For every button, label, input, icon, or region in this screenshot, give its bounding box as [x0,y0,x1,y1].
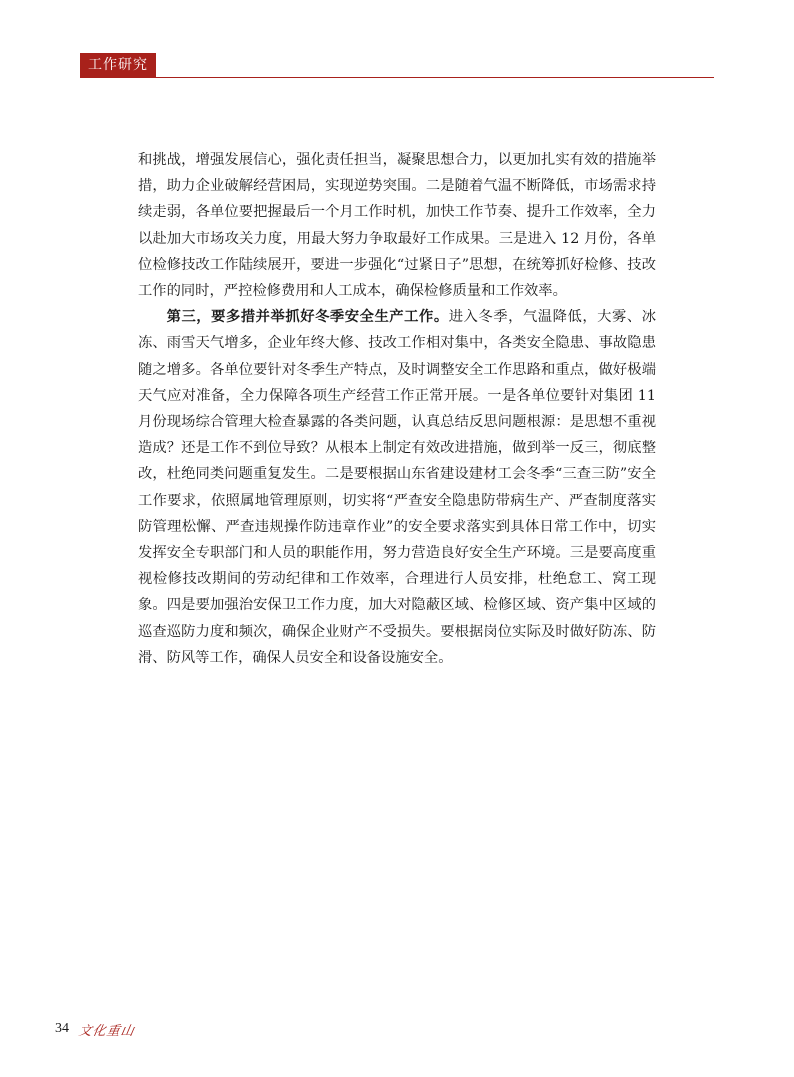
paragraph-2-body: 进入冬季，气温降低，大雾、冰冻、雨雪天气增多，企业年终大修、技改工作相对集中，各类安全隐患、事故隐患随之增多。各单位要针对冬季生产特点，及时调整安全工作思路和重点，做好极端天气应对准备，全力保障各项生产经营工作正常开展。一是各单位要针对集团 11 月份现场综合管理大检查暴露的各类问题，认真总结反思问题根源：是思想不重视造成？还是工作不到位导致？从根本上制定有效改进措施，做到举一反三，彻底整改，杜绝同类问题重复发生。二是要根据山东省建设建材工会冬季“三查三防”安全工作要求，依照属地管理原则，切实将“严查安全隐患防带病生产、严查制度落实防管理松懈、严查违规操作防违章作业”的安全要求落实到具体日常工作中，切实发挥安全专职部门和人员的职能作用，努力营造良好安全生产环境。三是要高度重视检修技改期间的劳动纪律和工作效率，合理进行人员安排，杜绝怠工、窝工现象。四是要加强治安保卫工作力度，加大对隐蔽区域、检修区域、资产集中区域的巡查巡防力度和频次，确保企业财产不受损失。要根据岗位实际及时做好防冻、防滑、防风等工作，确保人员安全和设备设施安全。 [138,309,657,666]
page-footer [55,1018,135,1040]
page-number: 34 [55,1021,69,1036]
publication-logo: 文化重山 [77,1023,136,1039]
paragraph-2 [138,304,656,671]
header-divider [80,77,714,78]
paragraph-1: 和挑战，增强发展信心，强化责任担当，凝聚思想合力，以更加扎实有效的措施举措，助力企业破解经营困局，实现逆势突围。二是随着气温不断降低，市场需求持续走弱，各单位要把握最后一个月工作时机，加快工作节奏、提升工作效率，全力以赴加大市场攻关力度，用最大努力争取最好工作成果。三是进入 12 月份，各单位检修技改工作陆续展开，要进一步强化“过紧日子”思想，在统筹抓好检修、技改工作的同时，严控检修费用和人工成本，确保检修质量和工作效率。 [138,152,656,300]
article-body [138,147,656,671]
section-label: 工作研究 [80,53,156,77]
paragraph-2-heading: 第三，要多措并举抓好冬季安全生产工作。 [166,309,449,326]
